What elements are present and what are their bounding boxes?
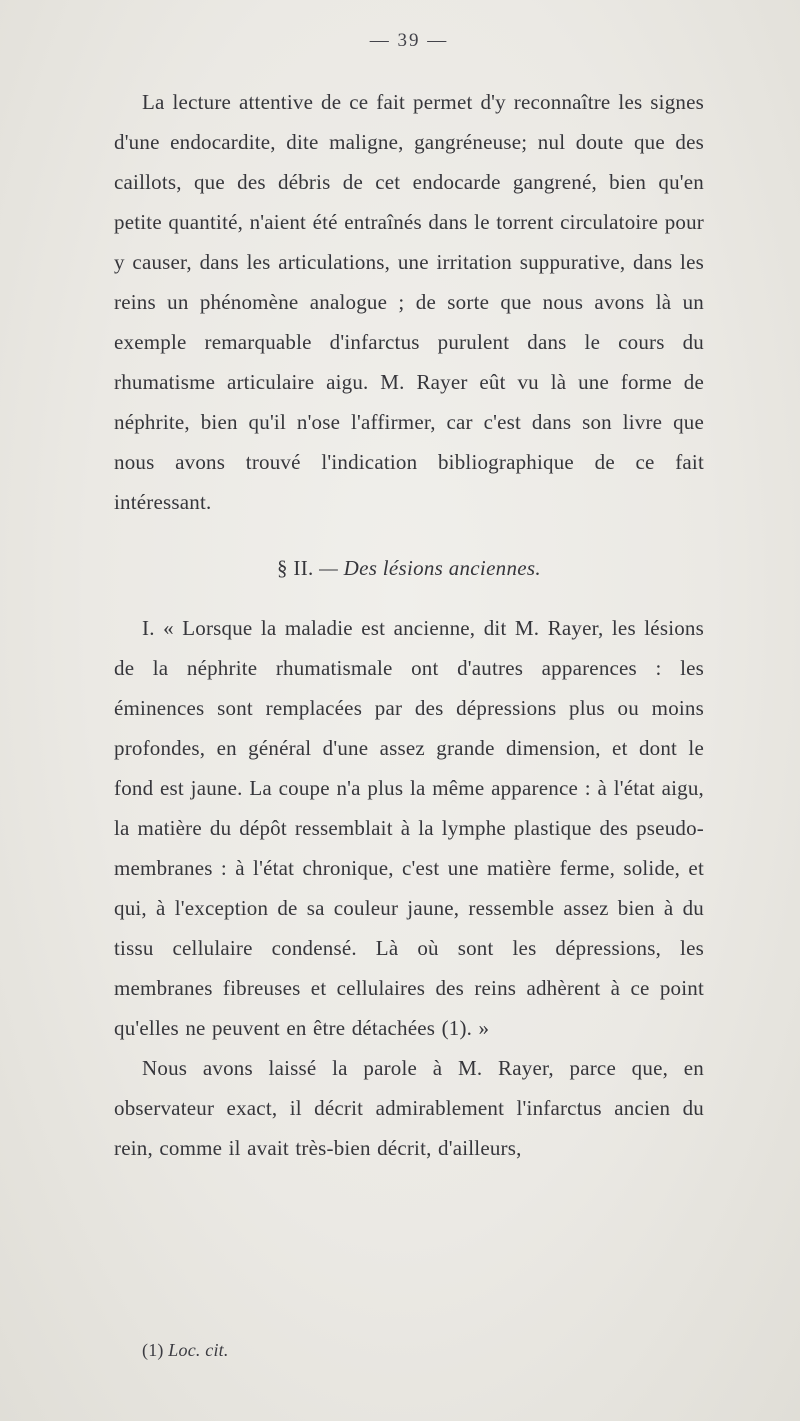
paragraph-rayer-quote: I. « Lorsque la maladie est ancienne, dit M. Rayer, les lésions de la néphrite rhumatismale ont d'autres apparences : les éminences sont remplacées par des dépressions plus ou moins profondes, en général d'une assez grande dimension, et dont le fond est jaune. La coupe n'a plus la même apparence : à l'état aigu, la matière du dépôt ressemblait à la lymphe plastique des pseudo-membranes : à l'état chronique, c'est une matière ferme, solide, et qui, à l'exception de sa couleur jaune, ressemble assez bien à du tissu cellulaire condensé. Là où sont les dépressions, les membranes fibreuses et cellulaires des reins adhèrent à ce point qu'elles ne peuvent en être détachées (1). »: [114, 616, 704, 1040]
paragraph-conclusion: Nous avons laissé la parole à M. Rayer, parce que, en observateur exact, il décrit admirablement l'infarctus ancien du rein, comme il avait très-bien décrit, d'ailleurs,: [114, 1056, 704, 1160]
section-heading-number: § II.: [277, 556, 320, 580]
footnote-text: Loc. cit.: [168, 1340, 229, 1360]
section-heading-title: — Des lésions anciennes.: [319, 556, 541, 580]
section-heading: [114, 548, 704, 588]
footnote: [142, 1340, 229, 1361]
paragraph-endocardite: La lecture attentive de ce fait permet d'y reconnaître les signes d'une endocardite, dite maligne, gangréneuse; nul doute que des caillots, que des débris de cet endocarde gangrené, bien qu'en petite quantité, n'aient été entraînés dans le torrent circulatoire pour y causer, dans les articulations, une irritation suppurative, dans les reins un phénomène analogue ; de sorte que nous avons là un exemple remarquable d'infarctus purulent dans le cours du rhumatisme articulaire aigu. M. Rayer eût vu là une forme de néphrite, bien qu'il n'ose l'affirmer, car c'est dans son livre que nous avons trouvé l'indication bibliographique de ce fait intéressant.: [114, 90, 704, 514]
page-number: — 39 —: [369, 30, 449, 51]
footnote-marker: (1): [142, 1340, 169, 1360]
